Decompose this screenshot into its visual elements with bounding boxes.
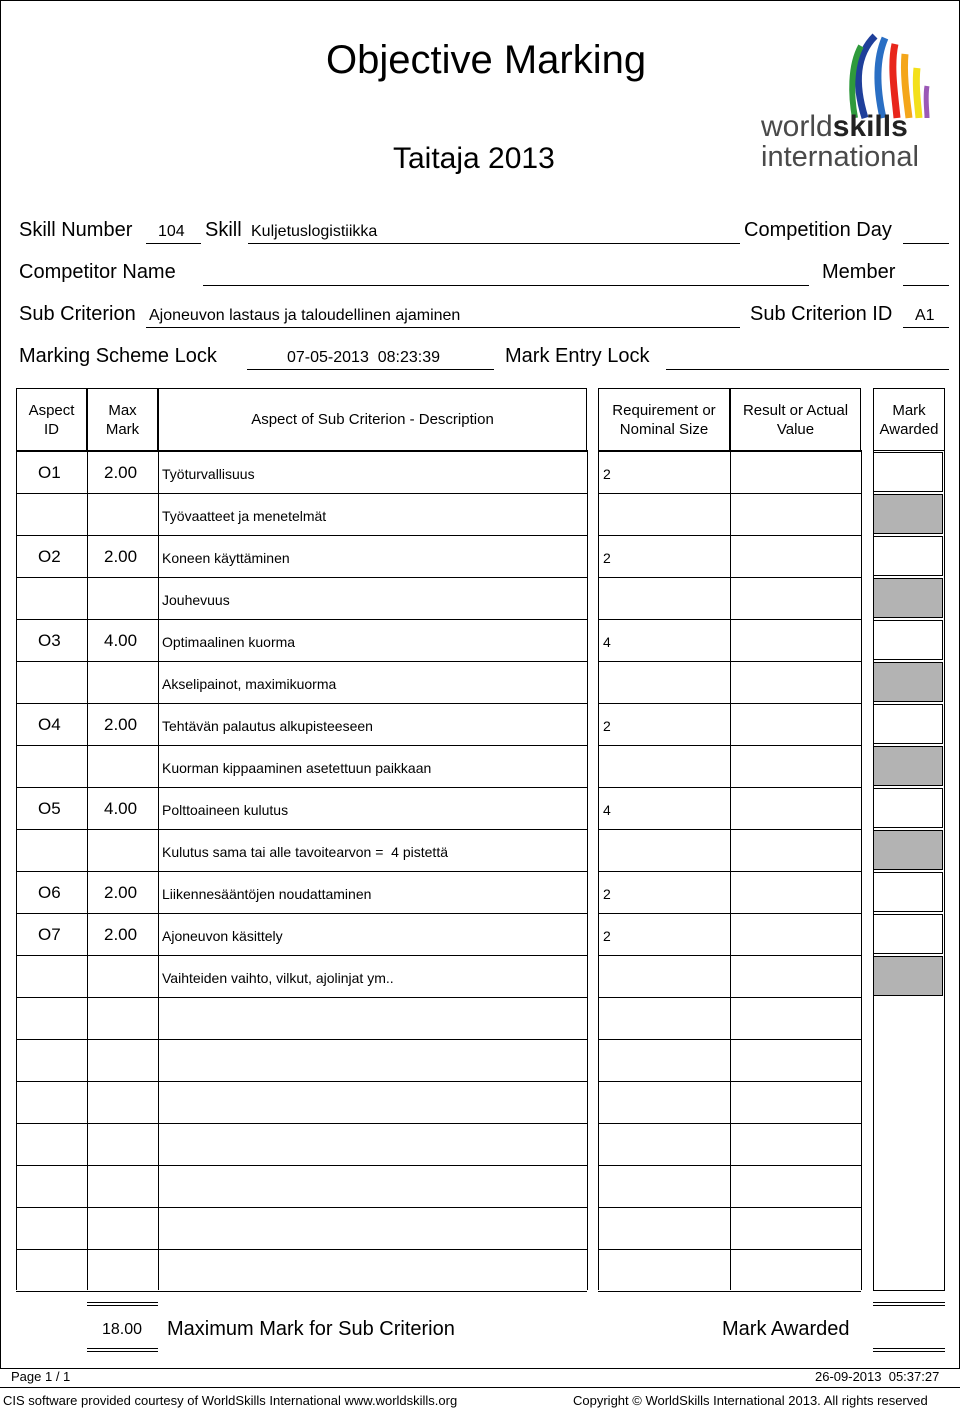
competitor-name-label: Competitor Name bbox=[19, 261, 176, 283]
mark-entry-lock-field[interactable] bbox=[666, 369, 949, 370]
header-requirement: Requirement or Nominal Size bbox=[598, 388, 730, 451]
requirement-cell: 4 bbox=[603, 802, 611, 818]
result-value-field[interactable] bbox=[731, 1250, 860, 1290]
mark-entry-lock-label: Mark Entry Lock bbox=[505, 345, 650, 367]
description-cell: Kulutus sama tai alle tavoitearvon = 4 pistettä bbox=[162, 844, 448, 860]
description-cell: Koneen käyttäminen bbox=[162, 550, 290, 566]
sub-criterion-value[interactable]: Ajoneuvon lastaus ja taloudellinen ajaminen bbox=[149, 307, 461, 324]
marking-scheme-lock-underline bbox=[247, 369, 494, 370]
logo-text: worldskills international bbox=[761, 110, 919, 173]
total-max-top-rule bbox=[87, 1302, 158, 1306]
print-timestamp: 26-09-2013 05:37:27 bbox=[815, 1369, 940, 1384]
total-awarded-field[interactable] bbox=[873, 1321, 945, 1341]
description-cell: Liikennesääntöjen noudattaminen bbox=[162, 886, 372, 902]
skill-value[interactable]: Kuljetuslogistiikka bbox=[251, 223, 378, 240]
total-awarded-bottom-rule bbox=[873, 1348, 945, 1352]
description-cell: Ajoneuvon käsittely bbox=[162, 928, 283, 944]
description-cell: Työvaatteet ja menetelmät bbox=[162, 508, 327, 524]
marking-scheme-lock-value: 07-05-2013 08:23:39 bbox=[287, 349, 441, 366]
result-value-field[interactable] bbox=[731, 1124, 860, 1164]
requirement-cell: 2 bbox=[603, 886, 611, 902]
result-value-field[interactable] bbox=[731, 536, 860, 576]
total-max-label: Maximum Mark for Sub Criterion bbox=[167, 1318, 455, 1340]
description-cell: Akselipainot, maximikuorma bbox=[162, 676, 337, 692]
sub-criterion-id-underline bbox=[903, 327, 949, 328]
total-max-value: 18.00 bbox=[102, 1321, 143, 1338]
header-result: Result or Actual Value bbox=[730, 388, 861, 451]
total-awarded-label: Mark Awarded bbox=[722, 1318, 850, 1340]
result-value-field[interactable] bbox=[731, 956, 860, 996]
requirement-cell: 2 bbox=[603, 718, 611, 734]
max-mark-cell: 4.00 bbox=[104, 631, 138, 650]
result-value-field[interactable] bbox=[731, 1166, 860, 1206]
max-mark-cell: 2.00 bbox=[104, 883, 138, 902]
result-value-field[interactable] bbox=[731, 746, 860, 786]
aspect-id-cell: O7 bbox=[38, 925, 61, 944]
description-cell: Tehtävän palautus alkupisteeseen bbox=[162, 718, 373, 734]
member-field[interactable] bbox=[903, 285, 949, 286]
sub-criterion-label: Sub Criterion bbox=[19, 303, 136, 325]
result-value-field[interactable] bbox=[731, 494, 860, 534]
max-mark-cell: 2.00 bbox=[104, 463, 138, 482]
header-max-mark: Max Mark bbox=[87, 388, 158, 451]
max-mark-cell: 2.00 bbox=[104, 925, 138, 944]
member-label: Member bbox=[822, 261, 896, 283]
skill-number-value[interactable]: 104 bbox=[158, 223, 185, 240]
total-max-bottom-rule bbox=[87, 1348, 158, 1352]
description-cell: Vaihteiden vaihto, vilkut, ajolinjat ym.. bbox=[162, 970, 394, 986]
grid-row-rule bbox=[16, 1291, 587, 1292]
copyright: Copyright © WorldSkills International 2013. All rights reserved bbox=[573, 1393, 928, 1408]
result-value-field[interactable] bbox=[731, 452, 860, 492]
requirement-cell: 2 bbox=[603, 928, 611, 944]
description-cell: Polttoaineen kulutus bbox=[162, 802, 289, 818]
marking-scheme-lock-label: Marking Scheme Lock bbox=[19, 345, 217, 367]
description-cell: Kuorman kippaaminen asetettuun paikkaan bbox=[162, 760, 432, 776]
sub-criterion-id-label: Sub Criterion ID bbox=[750, 303, 893, 325]
result-value-field[interactable] bbox=[731, 1208, 860, 1248]
requirement-cell: 4 bbox=[603, 634, 611, 650]
max-mark-cell: 2.00 bbox=[104, 547, 138, 566]
result-value-field[interactable] bbox=[731, 704, 860, 744]
competition-day-field[interactable] bbox=[903, 243, 949, 244]
description-cell: Työturvallisuus bbox=[162, 466, 255, 482]
page-subtitle: Taitaja 2013 bbox=[393, 142, 555, 175]
aspect-id-cell: O2 bbox=[38, 547, 61, 566]
skill-label: Skill bbox=[205, 219, 242, 241]
worldskills-logo bbox=[755, 26, 935, 178]
competition-day-label: Competition Day bbox=[744, 219, 892, 241]
software-credit: CIS software provided courtesy of WorldSkills International www.worldskills.org bbox=[3, 1393, 458, 1408]
result-value-field[interactable] bbox=[731, 620, 860, 660]
result-value-field[interactable] bbox=[731, 1082, 860, 1122]
result-value-field[interactable] bbox=[731, 1040, 860, 1080]
sub-criterion-underline bbox=[146, 327, 740, 328]
result-value-field[interactable] bbox=[731, 578, 860, 618]
result-value-field[interactable] bbox=[731, 830, 860, 870]
competitor-name-field[interactable] bbox=[203, 285, 809, 286]
skill-number-label: Skill Number bbox=[19, 219, 133, 241]
award-column-frame bbox=[873, 451, 945, 1291]
requirement-cell: 2 bbox=[603, 466, 611, 482]
description-cell: Jouhevuus bbox=[162, 592, 230, 608]
aspect-id-cell: O3 bbox=[38, 631, 61, 650]
page-number: Page 1 / 1 bbox=[11, 1369, 71, 1384]
aspect-id-cell: O4 bbox=[38, 715, 61, 734]
max-mark-cell: 4.00 bbox=[104, 799, 138, 818]
result-value-field[interactable] bbox=[731, 662, 860, 702]
max-mark-cell: 2.00 bbox=[104, 715, 138, 734]
result-value-field[interactable] bbox=[731, 788, 860, 828]
aspect-id-cell: O1 bbox=[38, 463, 61, 482]
total-awarded-top-rule bbox=[873, 1302, 945, 1306]
footer-rule bbox=[0, 1387, 960, 1388]
page-title: Objective Marking bbox=[326, 38, 647, 82]
grid-row-rule bbox=[598, 1291, 861, 1292]
header-description: Aspect of Sub Criterion - Description bbox=[158, 388, 587, 451]
requirement-cell: 2 bbox=[603, 550, 611, 566]
skill-number-underline bbox=[146, 243, 201, 244]
header-aspect-id: Aspect ID bbox=[16, 388, 87, 451]
result-value-field[interactable] bbox=[731, 872, 860, 912]
sub-criterion-id-value[interactable]: A1 bbox=[915, 307, 935, 324]
aspect-id-cell: O6 bbox=[38, 883, 61, 902]
header-awarded: Mark Awarded bbox=[873, 388, 945, 451]
description-cell: Optimaalinen kuorma bbox=[162, 634, 296, 650]
skill-underline bbox=[248, 243, 740, 244]
result-value-field[interactable] bbox=[731, 998, 860, 1038]
result-value-field[interactable] bbox=[731, 914, 860, 954]
aspect-id-cell: O5 bbox=[38, 799, 61, 818]
